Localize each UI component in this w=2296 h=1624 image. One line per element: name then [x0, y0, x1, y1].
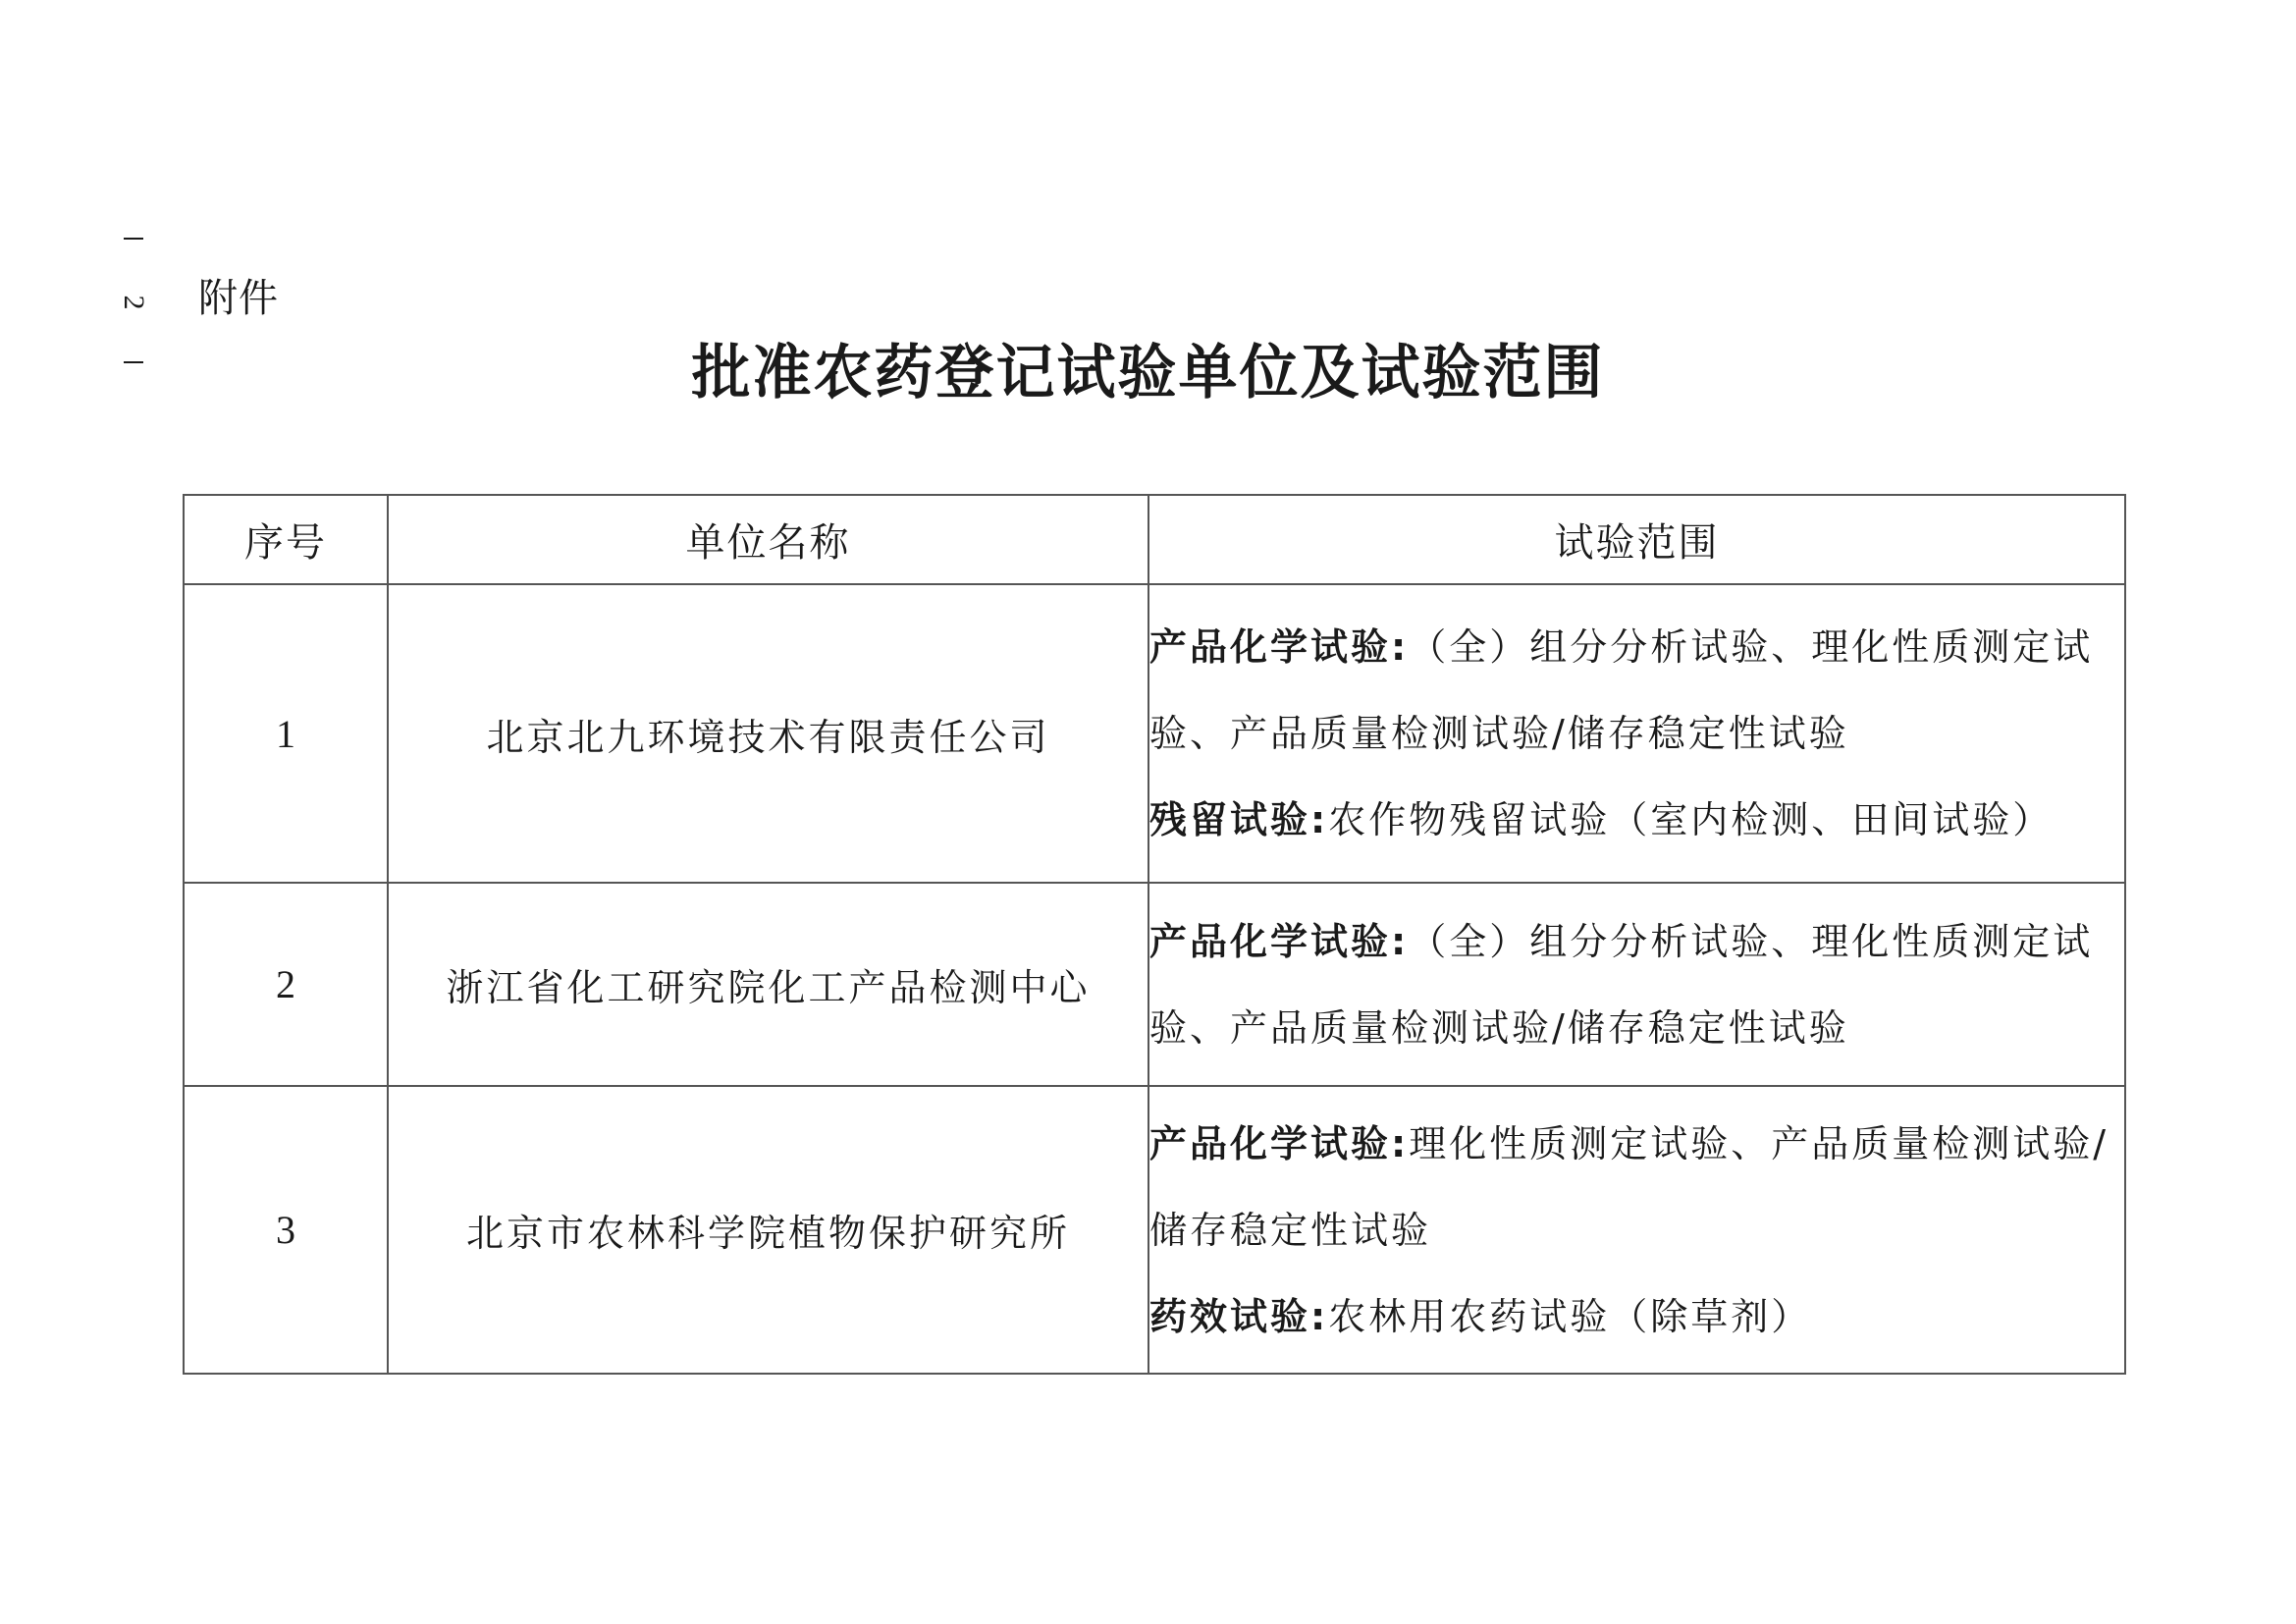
table-header-row: [184, 495, 2125, 584]
header-unit-name: 单位名称: [388, 495, 1148, 584]
row-test-scope: [1148, 584, 2125, 883]
row-test-scope: [1148, 883, 2125, 1086]
scope-item-label: 产品化学试验:: [1149, 919, 1410, 963]
scope-item-label: 产品化学试验:: [1149, 625, 1410, 669]
row-seq: 1: [184, 584, 388, 883]
header-seq: 序号: [184, 495, 388, 584]
scope-item-text: （全）组分分析试验、理化性质测定试验、产品质量检测试验/储存稳定性试验: [1149, 919, 2094, 1050]
scope-item: [1149, 1273, 2124, 1360]
scope-item-text: 农林用农药试验（除草剂）: [1328, 1294, 1812, 1338]
scope-item-text: 理化性质测定试验、产品质量检测试验/储存稳定性试验: [1149, 1121, 2109, 1252]
row-unit-name: 北京市农林科学院植物保护研究所: [388, 1086, 1148, 1374]
approved-units-table: [183, 494, 2126, 1375]
row-unit-name: 北京北九环境技术有限责任公司: [388, 584, 1148, 883]
header-test-scope: 试验范围: [1148, 495, 2125, 584]
table-row: [184, 1086, 2125, 1374]
scope-item-label: 残留试验:: [1149, 798, 1329, 841]
scope-item: [1149, 604, 2124, 777]
table-row: [184, 883, 2125, 1086]
row-unit-name: 浙江省化工研究院化工产品检测中心: [388, 883, 1148, 1086]
scope-item: [1149, 898, 2124, 1071]
row-seq: 3: [184, 1086, 388, 1374]
row-test-scope: [1148, 1086, 2125, 1374]
scope-item-text: （全）组分分析试验、理化性质测定试验、产品质量检测试验/储存稳定性试验: [1149, 625, 2094, 755]
scope-item-label: 产品化学试验:: [1149, 1121, 1410, 1165]
attachment-label: 附件: [198, 276, 279, 321]
scope-item-label: 药效试验:: [1149, 1294, 1329, 1338]
table-row: [184, 584, 2125, 883]
document-title: 批准农药登记试验单位及试验范围: [691, 339, 1605, 407]
page-number-dash-top: [124, 238, 143, 240]
scope-item: [1149, 1101, 2124, 1273]
scope-item: [1149, 777, 2124, 863]
page-number-value: 2: [118, 295, 150, 310]
row-seq: 2: [184, 883, 388, 1086]
scope-item-text: 农作物残留试验（室内检测、田间试验）: [1328, 798, 2054, 841]
